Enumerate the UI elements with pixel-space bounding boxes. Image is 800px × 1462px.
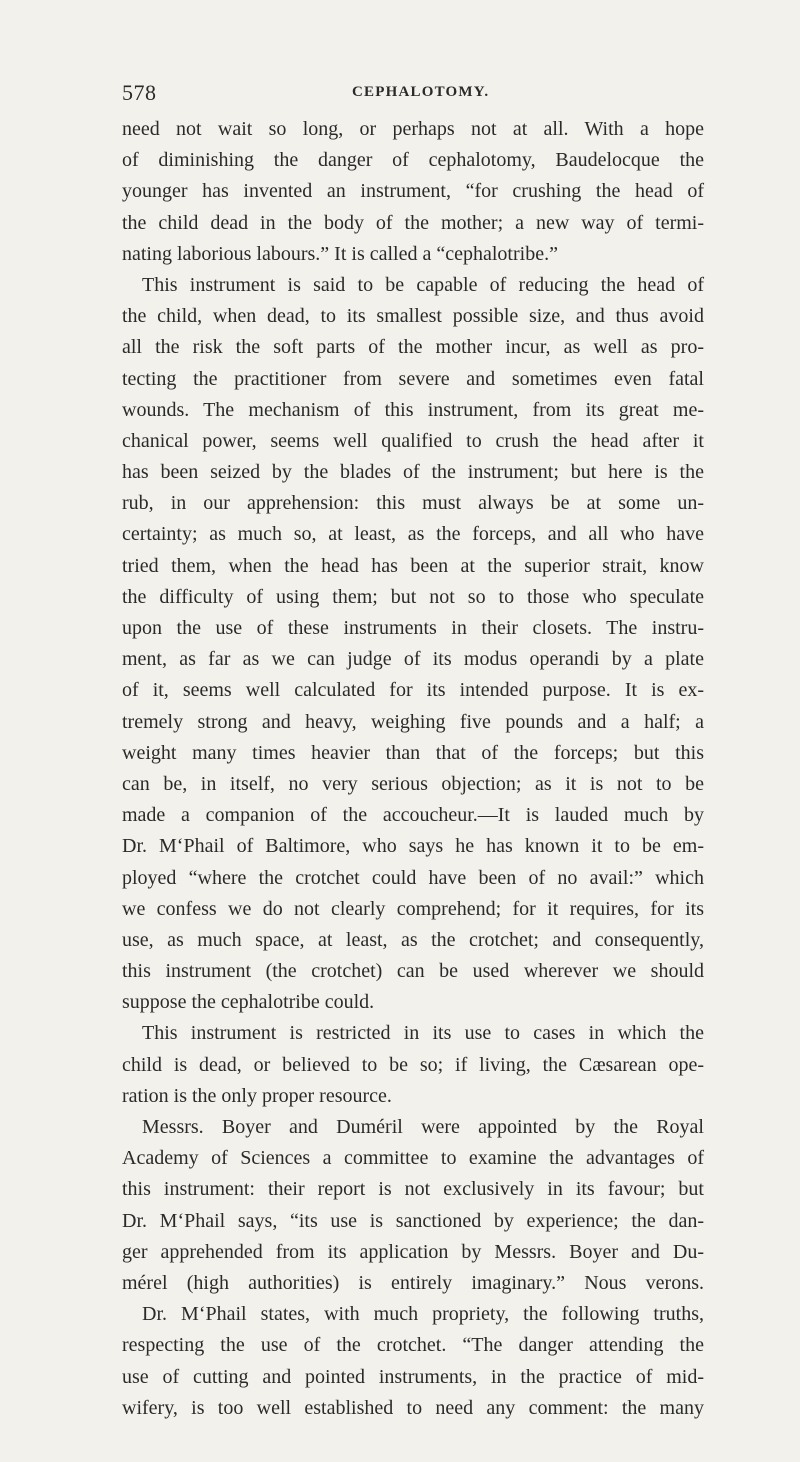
text-line: of it, seems well calculated for its intended purpose. It is ex-: [122, 679, 704, 702]
text-line: use of cutting and pointed instruments, in the practice of mid-: [122, 1365, 704, 1388]
text-line: This instrument is said to be capable of reducing the head of: [142, 273, 704, 296]
text-line: made a companion of the accoucheur.—It is lauded much by: [122, 804, 704, 827]
body-text: [122, 114, 704, 1424]
text-line: we confess we do not clearly comprehend; for it requires, for its: [122, 897, 704, 920]
text-line: upon the use of these instruments in their closets. The instru-: [122, 617, 704, 639]
text-line: This instrument is restricted in its use to cases in which the: [142, 1022, 704, 1045]
text-line: the child dead in the body of the mother; a new way of termi-: [122, 211, 704, 234]
page-number: 578: [122, 80, 157, 105]
text-line: weight many times heavier than that of the forceps; but this: [122, 741, 704, 764]
text-line: younger has invented an instrument, “for crushing the head of: [122, 180, 704, 203]
text-line: tried them, when the head has been at the superior strait, know: [122, 554, 704, 577]
text-line: Dr. M‘Phail states, with much propriety, the following truths,: [142, 1303, 704, 1326]
text-line: rub, in our apprehension: this must always be at some un-: [122, 492, 704, 515]
text-line: Messrs. Boyer and Duméril were appointed by the Royal: [142, 1116, 704, 1138]
text-line: use, as much space, at least, as the crotchet; and consequently,: [122, 928, 704, 951]
text-line: wounds. The mechanism of this instrument, from its great me-: [122, 398, 704, 421]
text-line: this instrument: their report is not exclusively in its favour; but: [122, 1178, 704, 1201]
text-line: chanical power, seems well qualified to crush the head after it: [122, 429, 704, 452]
text-line: Dr. M‘Phail says, “its use is sanctioned by experience; the dan-: [122, 1209, 704, 1232]
text-line: tremely strong and heavy, weighing five pounds and a half; a: [122, 710, 704, 733]
text-line: ment, as far as we can judge of its modus operandi by a plate: [122, 648, 704, 671]
text-line: mérel (high authorities) is entirely imaginary.” Nous verons.: [122, 1271, 704, 1294]
text-line: nating laborious labours.” It is called a “cephalotribe.”: [122, 242, 558, 265]
text-line: has been seized by the blades of the instrument; but here is the: [122, 461, 704, 484]
text-line: can be, in itself, no very serious objection; as it is not to be: [122, 772, 704, 795]
text-line: child is dead, or believed to be so; if living, the Cæsarean ope-: [122, 1053, 704, 1076]
text-line: wifery, is too well established to need any comment: the many: [122, 1396, 704, 1419]
text-line: tecting the practitioner from severe and sometimes even fatal: [122, 367, 704, 390]
page-header: [122, 80, 706, 110]
text-line: the child, when dead, to its smallest possible size, and thus avoid: [122, 305, 704, 328]
text-line: Academy of Sciences a committee to examine the advantages of: [122, 1147, 704, 1170]
text-line: ger apprehended from its application by Messrs. Boyer and Du-: [122, 1240, 704, 1263]
text-line: certainty; as much so, at least, as the forceps, and all who have: [122, 523, 704, 546]
text-line: Dr. M‘Phail of Baltimore, who says he has known it to be em-: [122, 835, 704, 858]
text-line: ployed “where the crotchet could have been of no avail:” which: [122, 866, 704, 889]
running-head: CEPHALOTOMY.: [352, 84, 490, 100]
text-line: need not wait so long, or perhaps not at all. With a hope: [122, 118, 704, 140]
text-line: this instrument (the crotchet) can be used wherever we should: [122, 960, 704, 983]
text-line: of diminishing the danger of cephalotomy, Baudelocque the: [122, 149, 704, 172]
text-line: suppose the cephalotribe could.: [122, 991, 375, 1014]
text-line: ration is the only proper resource.: [122, 1084, 392, 1107]
text-line: all the risk the soft parts of the mother incur, as well as pro-: [122, 336, 704, 359]
text-line: respecting the use of the crotchet. “The danger attending the: [122, 1334, 704, 1357]
text-line: the difficulty of using them; but not so to those who speculate: [122, 585, 704, 608]
